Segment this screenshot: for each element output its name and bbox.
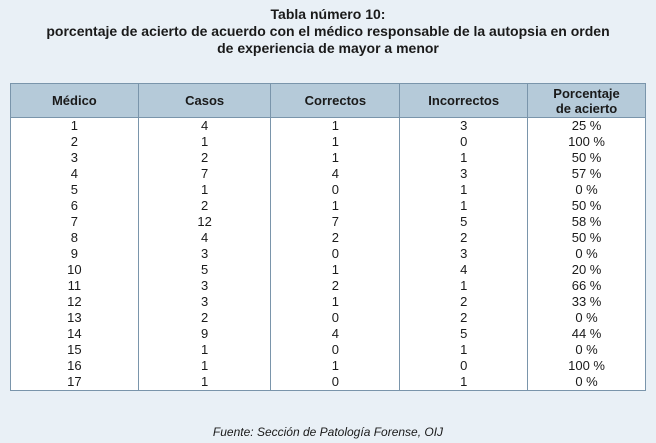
cell-incorrectos: 1 [400, 198, 528, 214]
cell-medico: 6 [11, 198, 139, 214]
table-row [11, 262, 646, 278]
cell-medico: 7 [11, 214, 139, 230]
table-row [11, 118, 646, 135]
cell-casos: 1 [138, 182, 271, 198]
cell-incorrectos: 5 [400, 214, 528, 230]
cell-correctos: 1 [271, 118, 400, 135]
cell-medico: 17 [11, 374, 139, 391]
cell-medico: 13 [11, 310, 139, 326]
data-table [10, 83, 646, 391]
cell-correctos: 4 [271, 166, 400, 182]
cell-correctos: 0 [271, 310, 400, 326]
cell-porcentaje: 44 % [528, 326, 646, 342]
cell-correctos: 0 [271, 374, 400, 391]
cell-correctos: 2 [271, 278, 400, 294]
cell-correctos: 0 [271, 182, 400, 198]
cell-medico: 12 [11, 294, 139, 310]
header-porcentaje-line-2: de acierto [555, 100, 618, 116]
cell-casos: 4 [138, 118, 271, 135]
cell-incorrectos: 1 [400, 150, 528, 166]
cell-medico: 3 [11, 150, 139, 166]
cell-incorrectos: 2 [400, 294, 528, 310]
cell-incorrectos: 1 [400, 342, 528, 358]
cell-correctos: 1 [271, 262, 400, 278]
cell-casos: 2 [138, 150, 271, 166]
cell-medico: 5 [11, 182, 139, 198]
table-row [11, 342, 646, 358]
cell-porcentaje: 66 % [528, 278, 646, 294]
table-row [11, 310, 646, 326]
cell-porcentaje: 50 % [528, 198, 646, 214]
cell-casos: 2 [138, 310, 271, 326]
table-row [11, 374, 646, 391]
table-row [11, 166, 646, 182]
header-medico: Médico [11, 84, 139, 118]
cell-correctos: 1 [271, 358, 400, 374]
cell-correctos: 4 [271, 326, 400, 342]
cell-porcentaje: 58 % [528, 214, 646, 230]
table-header-row [11, 84, 646, 118]
cell-correctos: 2 [271, 230, 400, 246]
table-row [11, 246, 646, 262]
table-row [11, 294, 646, 310]
cell-incorrectos: 5 [400, 326, 528, 342]
cell-incorrectos: 3 [400, 166, 528, 182]
cell-correctos: 1 [271, 294, 400, 310]
header-correctos: Correctos [271, 84, 400, 118]
cell-incorrectos: 3 [400, 246, 528, 262]
cell-medico: 4 [11, 166, 139, 182]
table-row [11, 134, 646, 150]
header-casos: Casos [138, 84, 271, 118]
cell-medico: 16 [11, 358, 139, 374]
cell-correctos: 0 [271, 342, 400, 358]
cell-porcentaje: 0 % [528, 342, 646, 358]
cell-porcentaje: 100 % [528, 134, 646, 150]
cell-correctos: 1 [271, 134, 400, 150]
cell-medico: 1 [11, 118, 139, 135]
cell-porcentaje: 0 % [528, 310, 646, 326]
cell-incorrectos: 0 [400, 358, 528, 374]
cell-porcentaje: 50 % [528, 150, 646, 166]
cell-correctos: 1 [271, 150, 400, 166]
cell-porcentaje: 50 % [528, 230, 646, 246]
cell-casos: 7 [138, 166, 271, 182]
cell-porcentaje: 0 % [528, 246, 646, 262]
table-row [11, 198, 646, 214]
cell-casos: 3 [138, 294, 271, 310]
cell-incorrectos: 1 [400, 182, 528, 198]
header-porcentaje [528, 84, 646, 118]
cell-casos: 3 [138, 278, 271, 294]
table-title-line-3: de experiencia de mayor a menor [217, 40, 439, 56]
cell-porcentaje: 33 % [528, 294, 646, 310]
header-porcentaje-line-1: Porcentaje [553, 85, 620, 101]
cell-porcentaje: 57 % [528, 166, 646, 182]
cell-medico: 10 [11, 262, 139, 278]
table-title [0, 6, 656, 57]
header-incorrectos: Incorrectos [400, 84, 528, 118]
cell-incorrectos: 2 [400, 230, 528, 246]
table-body [11, 118, 646, 391]
table-row [11, 182, 646, 198]
cell-casos: 1 [138, 358, 271, 374]
cell-casos: 1 [138, 342, 271, 358]
cell-incorrectos: 1 [400, 374, 528, 391]
cell-medico: 9 [11, 246, 139, 262]
cell-casos: 2 [138, 198, 271, 214]
cell-correctos: 0 [271, 246, 400, 262]
cell-casos: 4 [138, 230, 271, 246]
cell-porcentaje: 0 % [528, 182, 646, 198]
cell-porcentaje: 0 % [528, 374, 646, 391]
cell-casos: 3 [138, 246, 271, 262]
cell-correctos: 1 [271, 198, 400, 214]
cell-casos: 5 [138, 262, 271, 278]
cell-porcentaje: 100 % [528, 358, 646, 374]
table-row [11, 358, 646, 374]
table-row [11, 278, 646, 294]
table-row [11, 150, 646, 166]
cell-incorrectos: 0 [400, 134, 528, 150]
cell-porcentaje: 20 % [528, 262, 646, 278]
cell-incorrectos: 4 [400, 262, 528, 278]
cell-medico: 2 [11, 134, 139, 150]
cell-medico: 15 [11, 342, 139, 358]
table-row [11, 230, 646, 246]
table-row [11, 214, 646, 230]
table-title-line-2: porcentaje de acierto de acuerdo con el médico responsable de la autopsia en orden [46, 23, 610, 39]
cell-incorrectos: 1 [400, 278, 528, 294]
cell-medico: 14 [11, 326, 139, 342]
cell-casos: 1 [138, 134, 271, 150]
cell-medico: 8 [11, 230, 139, 246]
cell-casos: 9 [138, 326, 271, 342]
cell-incorrectos: 2 [400, 310, 528, 326]
cell-incorrectos: 3 [400, 118, 528, 135]
cell-casos: 1 [138, 374, 271, 391]
cell-casos: 12 [138, 214, 271, 230]
cell-medico: 11 [11, 278, 139, 294]
table-title-line-1: Tabla número 10: [270, 6, 386, 22]
cell-correctos: 7 [271, 214, 400, 230]
source-note: Fuente: Sección de Patología Forense, OIJ [212, 425, 444, 439]
table-row [11, 326, 646, 342]
cell-porcentaje: 25 % [528, 118, 646, 135]
